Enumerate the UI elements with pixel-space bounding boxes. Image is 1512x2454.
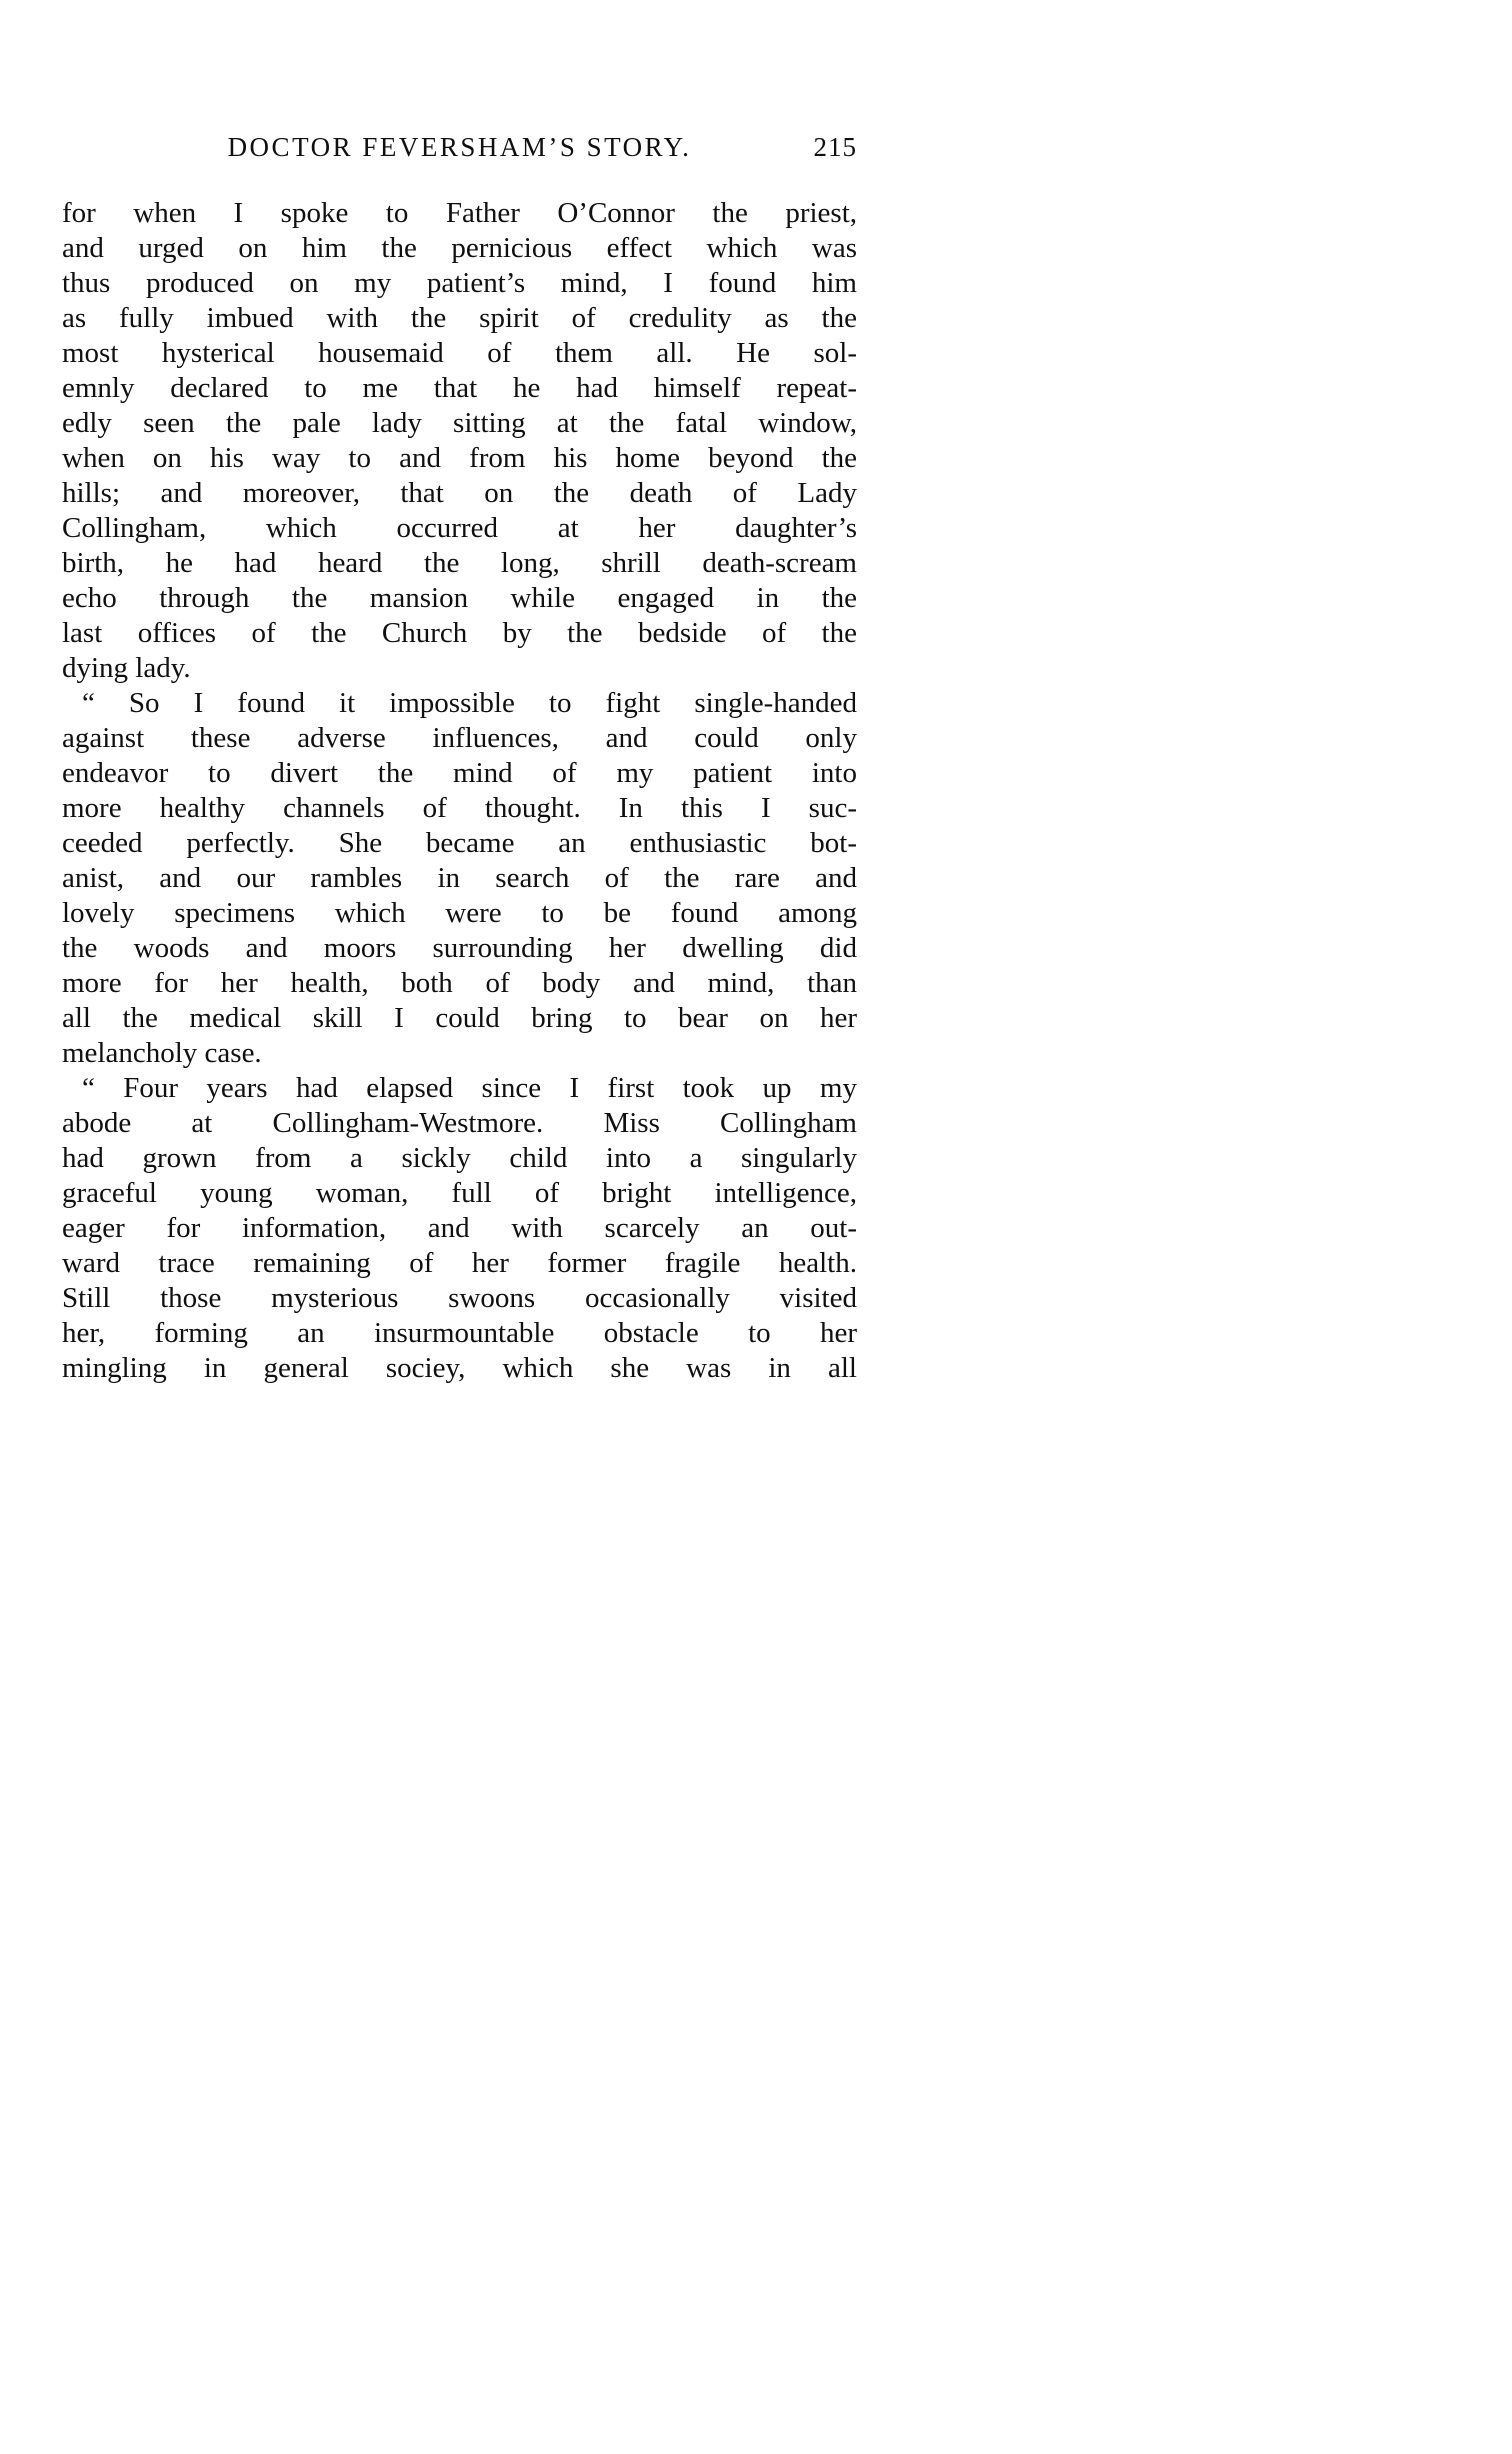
text-line: all the medical skill I could bring to bear on her — [62, 1002, 857, 1034]
text-line: hills; and moreover, that on the death of Lady — [62, 477, 857, 509]
text-line: more for her health, both of body and mind, than — [62, 967, 857, 999]
text-line: “ Four years had elapsed since I first took up my — [82, 1072, 857, 1104]
paragraph — [62, 686, 857, 1071]
text-line: her, forming an insurmountable obstacle to her — [62, 1317, 857, 1349]
paragraph — [62, 1071, 857, 1386]
text-line: anist, and our rambles in search of the rare and — [62, 862, 857, 894]
text-line: lovely specimens which were to be found among — [62, 897, 857, 929]
text-line: dying lady. — [62, 652, 191, 684]
page-content — [62, 132, 857, 1386]
running-title: DOCTOR FEVERSHAM’S STORY. — [227, 132, 692, 162]
text-line: the woods and moors surrounding her dwelling did — [62, 932, 857, 964]
text-line: mingling in general sociey, which she was in all — [62, 1352, 857, 1384]
text-line: emnly declared to me that he had himself repeat- — [62, 372, 857, 404]
text-line: thus produced on my patient’s mind, I found him — [62, 267, 857, 299]
text-line: for when I spoke to Father O’Connor the priest, — [62, 197, 857, 229]
text-line: birth, he had heard the long, shrill death-scream — [62, 547, 857, 579]
text-line: as fully imbued with the spirit of credulity as the — [62, 302, 857, 334]
text-line: abode at Collingham-Westmore. Miss Collingham — [62, 1107, 857, 1139]
text-line: endeavor to divert the mind of my patient into — [62, 757, 857, 789]
text-line: echo through the mansion while engaged in the — [62, 582, 857, 614]
text-line: graceful young woman, full of bright intelligence, — [62, 1177, 857, 1209]
text-line: Collingham, which occurred at her daughter’s — [62, 512, 857, 544]
text-line: most hysterical housemaid of them all. He sol- — [62, 337, 857, 369]
text-line: ward trace remaining of her former fragile health. — [62, 1247, 857, 1279]
text-line: edly seen the pale lady sitting at the fatal window, — [62, 407, 857, 439]
text-line: more healthy channels of thought. In this I suc- — [62, 792, 857, 824]
page-body — [62, 196, 857, 1386]
paragraph — [62, 196, 857, 686]
text-line: ceeded perfectly. She became an enthusiastic bot- — [62, 827, 857, 859]
text-line: last offices of the Church by the bedside of the — [62, 617, 857, 649]
text-line: against these adverse influences, and could only — [62, 722, 857, 754]
text-line: eager for information, and with scarcely an out- — [62, 1212, 857, 1244]
text-line: “ So I found it impossible to fight single-handed — [82, 687, 857, 719]
page-header — [62, 132, 857, 174]
text-line: Still those mysterious swoons occasionally visited — [62, 1282, 857, 1314]
page-number: 215 — [813, 132, 857, 162]
text-line: melancholy case. — [62, 1037, 262, 1069]
text-line: had grown from a sickly child into a singularly — [62, 1142, 857, 1174]
text-line: and urged on him the pernicious effect which was — [62, 232, 857, 264]
text-line: when on his way to and from his home beyond the — [62, 442, 857, 474]
